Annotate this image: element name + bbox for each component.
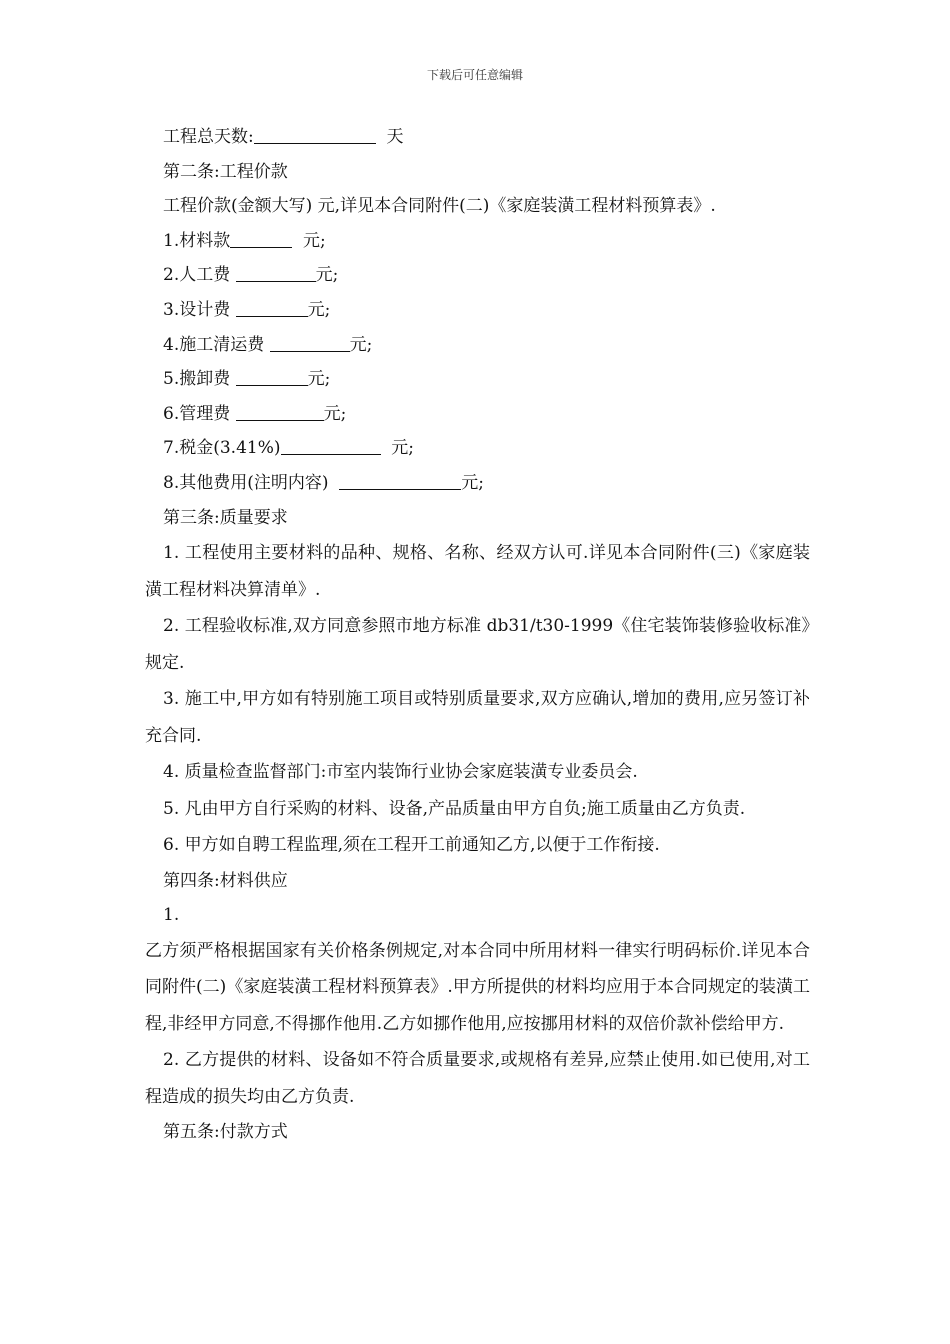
total-days-blank — [254, 125, 376, 144]
price-item — [145, 224, 810, 259]
price-item-blank — [230, 229, 292, 248]
article-2-title: 第二条:工程价款 — [163, 161, 288, 182]
price-item — [145, 466, 810, 501]
total-days-line — [145, 120, 810, 155]
price-item-blank — [339, 471, 461, 490]
article-4-item-1: 乙方须严格根据国家有关价格条例规定,对本合同中所用材料一律实行明码标价.详见本合同附件(二)《家庭装潢工程材料预算表》.甲方所提供的材料均应用于本合同规定的装潢工程,非经甲方同意,不得挪作他用.乙方如挪作他用,应按挪用材料的双倍价款补偿给甲方. — [145, 940, 810, 1034]
price-item-blank — [236, 402, 324, 421]
price-item — [145, 293, 810, 328]
price-item — [145, 258, 810, 293]
price-item-unit: 元; — [461, 472, 485, 493]
article-3-title: 第三条:质量要求 — [163, 507, 288, 528]
price-item-unit: 元; — [307, 299, 331, 320]
price-item-unit: 元; — [307, 369, 331, 390]
article-4-item-2: 2. 乙方提供的材料、设备如不符合质量要求,或规格有差异,应禁止使用.如已使用,对工程造成的损失均由乙方负责. — [145, 1050, 810, 1107]
price-item-unit: 元; — [297, 230, 326, 251]
article-3-item-1: 1. 工程使用主要材料的品种、规格、名称、经双方认可.详见本合同附件(三)《家庭装潢工程材料决算清单》. — [145, 543, 810, 600]
price-item-blank — [236, 367, 308, 386]
price-item-blank — [270, 333, 350, 352]
price-item-label: 6.管理费 — [163, 403, 231, 424]
article-4-title: 第四条:材料供应 — [163, 870, 288, 891]
price-item — [145, 397, 810, 432]
price-item-label: 8.其他费用(注明内容) — [163, 472, 329, 493]
price-item — [145, 362, 810, 397]
price-item-unit: 元; — [385, 438, 415, 459]
price-item-unit: 元; — [349, 334, 373, 355]
price-item-blank — [281, 436, 381, 455]
price-item-label: 3.设计费 — [163, 299, 231, 320]
price-item-label: 5.搬卸费 — [163, 369, 231, 390]
total-days-suffix: 天 — [386, 127, 404, 147]
total-days-label: 工程总天数: — [163, 127, 254, 147]
article-2-intro: 工程价款(金额大写) 元,详见本合同附件(二)《家庭装潢工程材料预算表》. — [163, 196, 716, 217]
article-4-item-1-number: 1. — [163, 905, 180, 926]
article-3-item-3: 3. 施工中,甲方如有特别施工项目或特别质量要求,双方应确认,增加的费用,应另签订补充合同. — [145, 689, 810, 746]
page-header: 下载后可任意编辑 — [426, 68, 523, 82]
price-item — [145, 431, 810, 466]
article-5-title: 第五条:付款方式 — [163, 1122, 288, 1143]
article-3-item-6: 6. 甲方如自聘工程监理,须在工程开工前通知乙方,以便于工作衔接. — [163, 835, 660, 856]
price-item-blank — [236, 298, 308, 317]
price-item-label: 7.税金(3.41%) — [163, 438, 281, 459]
price-item — [145, 328, 810, 363]
article-3-item-4: 4. 质量检查监督部门:市室内装饰行业协会家庭装潢专业委员会. — [163, 762, 638, 783]
price-item-label: 1.材料款 — [163, 230, 231, 251]
price-item-unit: 元; — [315, 265, 339, 286]
price-item-unit: 元; — [323, 403, 347, 424]
article-3-item-5: 5. 凡由甲方自行采购的材料、设备,产品质量由甲方自负;施工质量由乙方负责. — [163, 798, 746, 819]
price-item-label: 4.施工清运费 — [163, 334, 265, 355]
contract-body — [145, 120, 810, 1150]
price-item-label: 2.人工费 — [163, 265, 231, 286]
price-item-blank — [236, 263, 316, 282]
article-3-item-2: 2. 工程验收标准,双方同意参照市地方标准 db31/t30-1999《住宅装饰装修验收标准》规定. — [145, 616, 810, 673]
